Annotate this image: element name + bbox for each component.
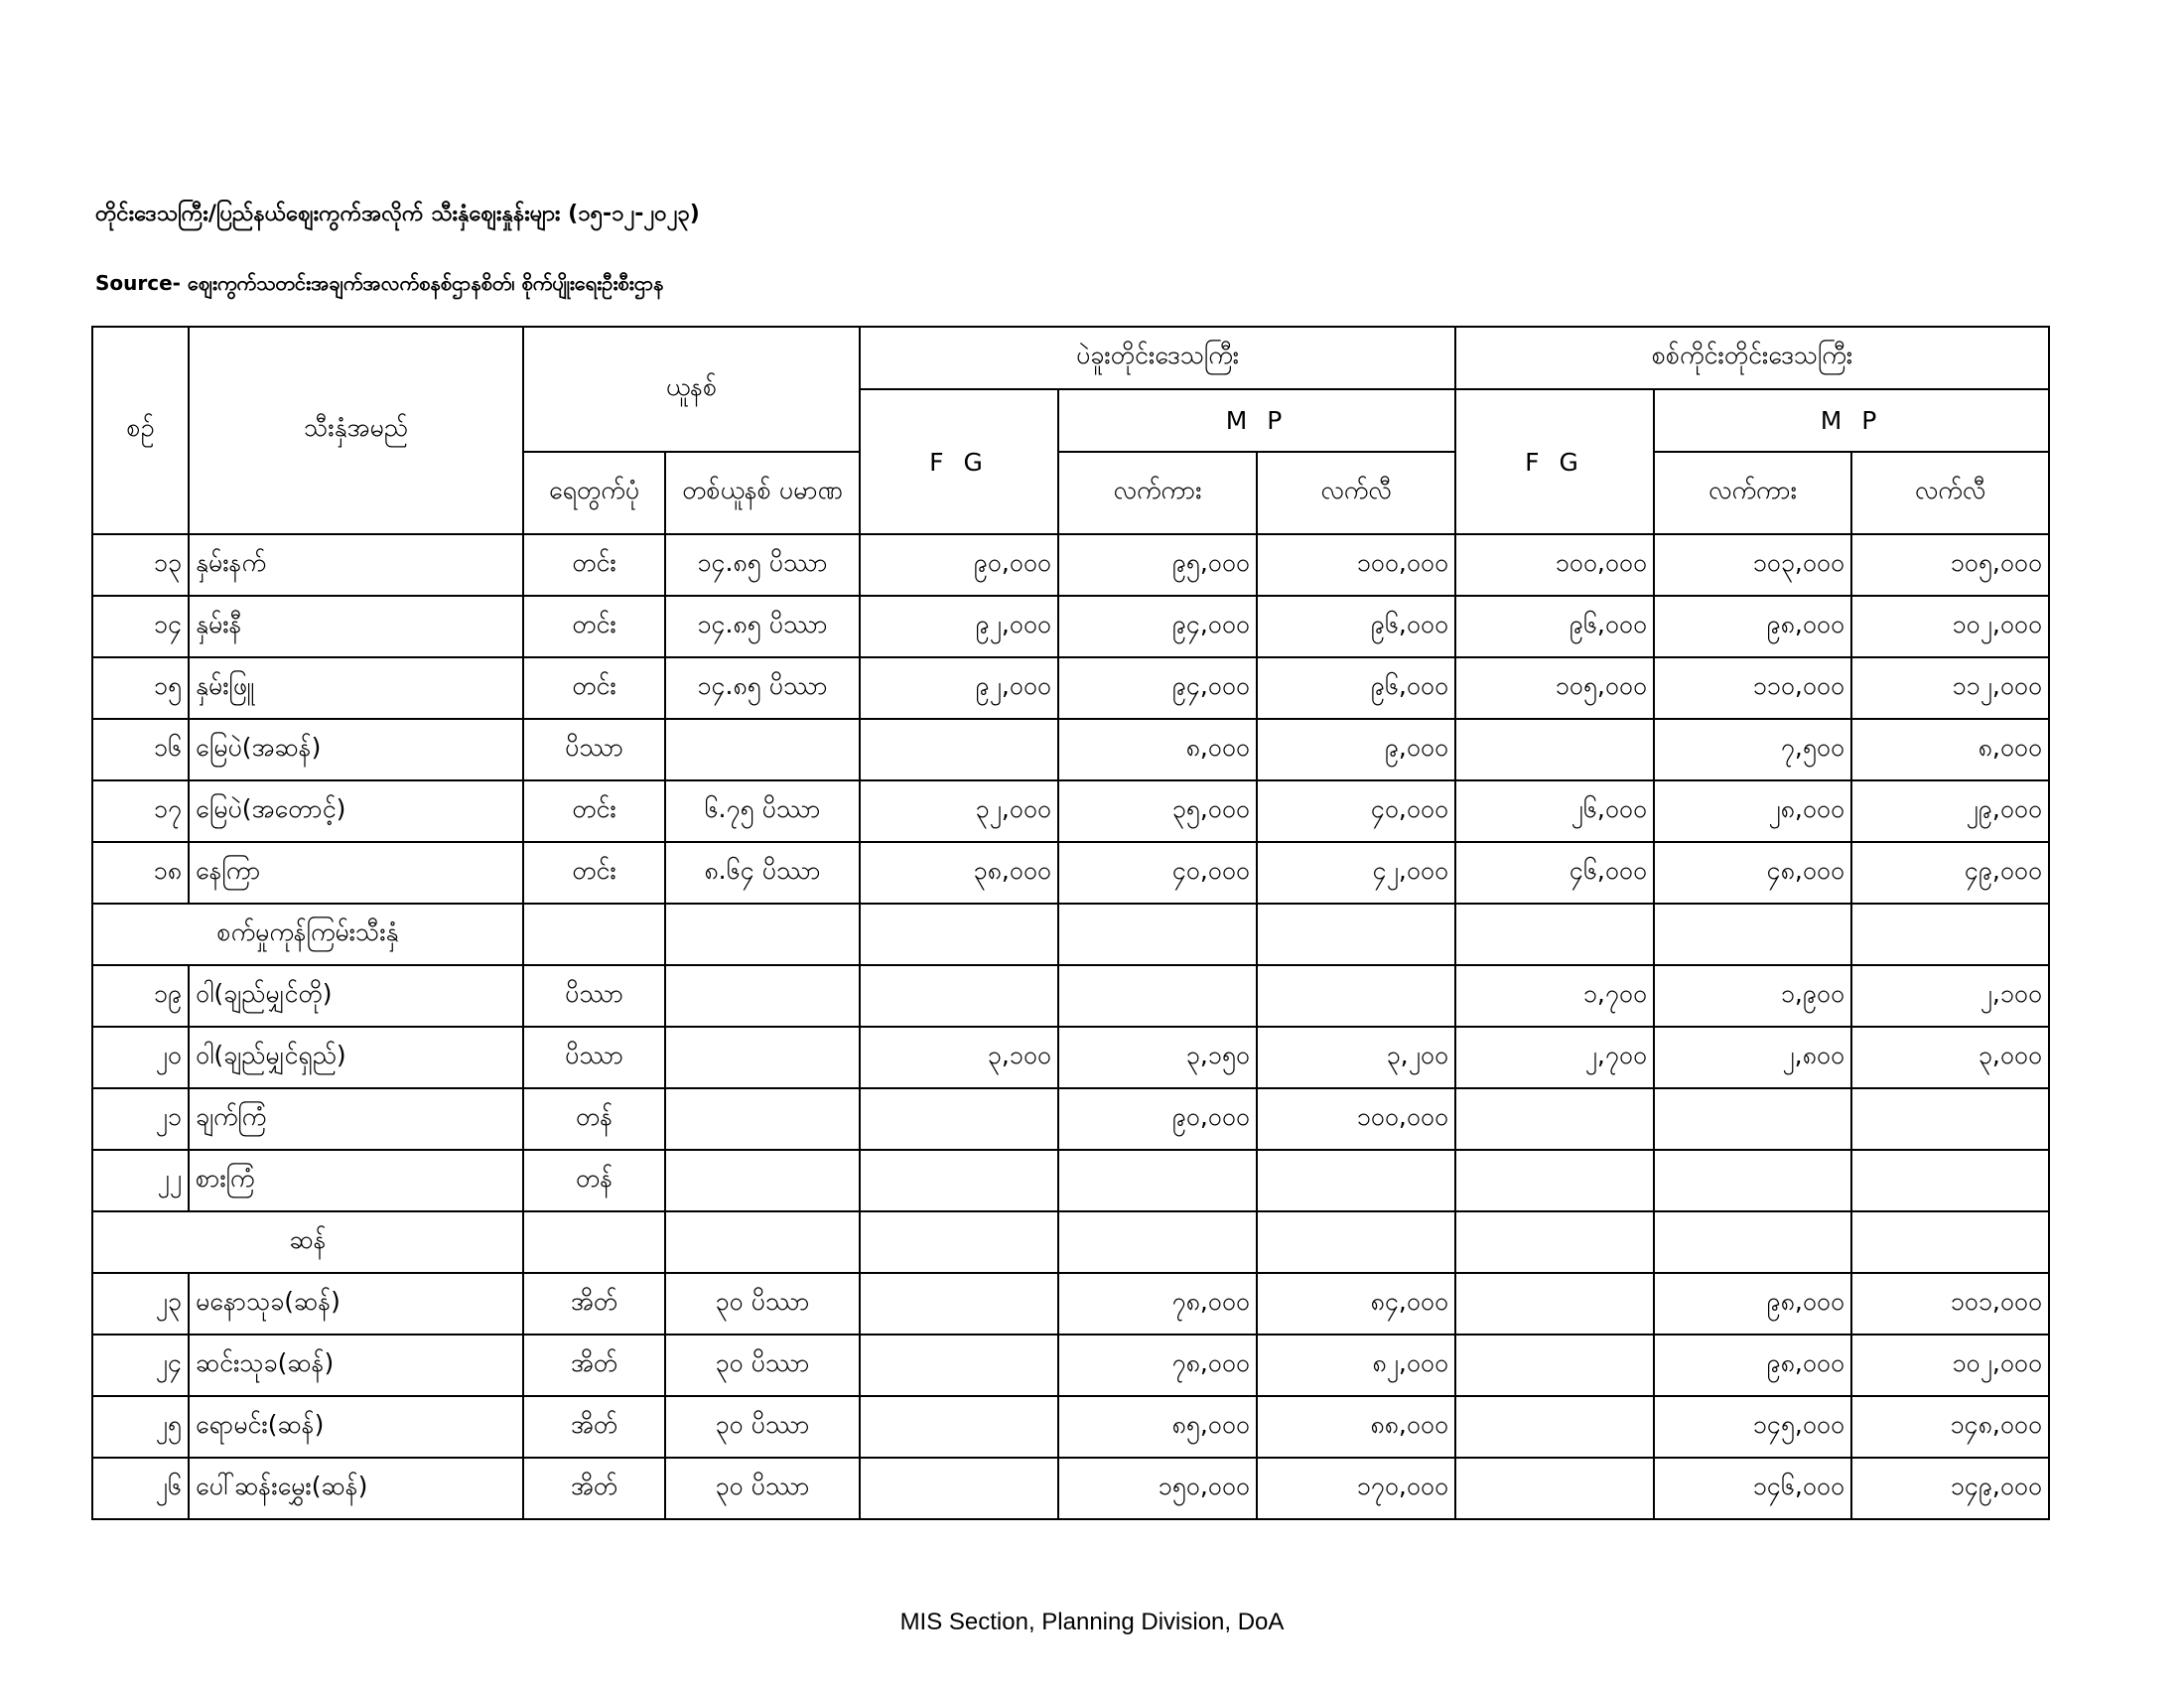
cell-region2-fg: ၂,၇၀၀ [1455,1027,1654,1088]
cell-region2-mp-retail [1851,1150,2049,1211]
cell-local-unit: ပိဿာ [523,965,665,1027]
cell-region1-mp-wholesale [1058,965,1257,1027]
header-retail-region2: လက်လီ [1851,452,2049,534]
cell-region2-fg: ၁,၇၀၀ [1455,965,1654,1027]
cell-local-unit: တန် [523,1088,665,1150]
cell-region1-mp-wholesale: ၉၀,၀၀၀ [1058,1088,1257,1150]
section-title: ဆန် [92,1211,523,1273]
cell-region1-fg [860,1150,1058,1211]
cell-no: ၂၅ [92,1396,189,1458]
cell-region2-mp-wholesale [1654,1150,1851,1211]
cell-region1-fg [860,1335,1058,1396]
cell-region2-mp-wholesale: ၇,၅၀၀ [1654,719,1851,780]
table-row [92,1458,2049,1519]
cell-local-unit: တင်း [523,596,665,657]
cell-local-unit: တင်း [523,780,665,842]
cell-region1-mp-retail: ၉၆,၀၀၀ [1257,657,1455,719]
table-row [92,1027,2049,1088]
empty-cell [1058,1211,1257,1273]
empty-cell [1654,904,1851,965]
cell-region1-fg: ၉၂,၀၀၀ [860,657,1058,719]
cell-unit-volume [665,719,860,780]
cell-region2-mp-retail: ၁၄၉,၀၀၀ [1851,1458,2049,1519]
cell-crop-name: ချက်ကြံ [189,1088,523,1150]
cell-region2-fg [1455,1150,1654,1211]
cell-region2-fg [1455,1396,1654,1458]
cell-region1-mp-wholesale: ၉၅,၀၀၀ [1058,534,1257,596]
cell-local-unit: အိတ် [523,1396,665,1458]
cell-region1-fg: ၃,၁၀၀ [860,1027,1058,1088]
cell-no: ၂၂ [92,1150,189,1211]
table-row [92,1396,2049,1458]
cell-region1-fg: ၉၂,၀၀၀ [860,596,1058,657]
cell-region2-mp-wholesale: ၁၄၅,၀၀၀ [1654,1396,1851,1458]
empty-cell [1455,1211,1654,1273]
section-row [92,904,2049,965]
table-row [92,780,2049,842]
cell-unit-volume: ၆.၇၅ ပိဿာ [665,780,860,842]
cell-crop-name: နှမ်းဖြူ [189,657,523,719]
table-row [92,1335,2049,1396]
header-fg-region2: F G [1455,389,1654,534]
cell-region2-mp-wholesale: ၂၈,၀၀၀ [1654,780,1851,842]
table-row [92,842,2049,904]
cell-crop-name: ဝါ(ချည်မျှင်တို) [189,965,523,1027]
cell-region1-fg: ၃၂,၀၀၀ [860,780,1058,842]
source-line: Source- ဈေးကွက်သတင်းအချက်အလက်စနစ်ဌာနစိတ်၊ စိုက်ပျိုးရေးဦးစီးဌာန [95,271,664,295]
cell-region1-mp-retail [1257,1150,1455,1211]
cell-crop-name: ဝါ(ချည်မျှင်ရှည်) [189,1027,523,1088]
cell-crop-name: မနောသုခ(ဆန်) [189,1273,523,1335]
cell-no: ၁၉ [92,965,189,1027]
header-region-sagaing: စစ်ကိုင်းတိုင်းဒေသကြီး [1455,327,2049,389]
section-row [92,1211,2049,1273]
cell-region1-fg [860,965,1058,1027]
cell-no: ၁၄ [92,596,189,657]
cell-region1-mp-retail [1257,965,1455,1027]
cell-unit-volume: ၁၄.၈၅ ပိဿာ [665,534,860,596]
cell-region1-mp-retail: ၈၈,၀၀၀ [1257,1396,1455,1458]
cell-region1-mp-wholesale [1058,1150,1257,1211]
empty-cell [1257,1211,1455,1273]
cell-region2-mp-wholesale: ၄၈,၀၀၀ [1654,842,1851,904]
empty-cell [860,904,1058,965]
cell-no: ၂၃ [92,1273,189,1335]
table-body [92,534,2049,1519]
empty-cell [665,1211,860,1273]
cell-crop-name: နေကြာ [189,842,523,904]
header-no: စဉ် [92,327,189,534]
cell-region1-mp-retail: ၉,၀၀၀ [1257,719,1455,780]
cell-region2-mp-wholesale: ၉၈,၀၀၀ [1654,1273,1851,1335]
cell-region2-mp-retail: ၁၀၂,၀၀၀ [1851,596,2049,657]
cell-region1-mp-retail: ၁၀၀,၀၀၀ [1257,534,1455,596]
cell-unit-volume [665,1150,860,1211]
cell-region2-fg: ၄၆,၀၀၀ [1455,842,1654,904]
cell-region1-mp-retail: ၄၀,၀၀၀ [1257,780,1455,842]
table-row [92,965,2049,1027]
empty-cell [523,1211,665,1273]
cell-region2-mp-wholesale: ၁၀၃,၀၀၀ [1654,534,1851,596]
cell-no: ၂၁ [92,1088,189,1150]
cell-region2-mp-retail: ၁၀၁,၀၀၀ [1851,1273,2049,1335]
cell-local-unit: တင်း [523,534,665,596]
cell-region1-mp-wholesale: ၇၈,၀၀၀ [1058,1273,1257,1335]
cell-region2-mp-wholesale: ၂,၈၀၀ [1654,1027,1851,1088]
cell-no: ၂၆ [92,1458,189,1519]
cell-region2-mp-wholesale: ၁,၉၀၀ [1654,965,1851,1027]
section-title: စက်မှုကုန်ကြမ်းသီးနှံ [92,904,523,965]
cell-crop-name: မြေပဲ(အဆန်) [189,719,523,780]
cell-unit-volume: ၈.၆၄ ပိဿာ [665,842,860,904]
cell-region1-mp-wholesale: ၁၅၀,၀၀၀ [1058,1458,1257,1519]
cell-region2-mp-wholesale: ၁၄၆,၀၀၀ [1654,1458,1851,1519]
header-unit: ယူနစ် [523,327,860,452]
header-region-bago: ပဲခူးတိုင်းဒေသကြီး [860,327,1455,389]
empty-cell [1851,904,2049,965]
cell-crop-name: စားကြံ [189,1150,523,1211]
cell-region1-fg: ၃၈,၀၀၀ [860,842,1058,904]
table-row [92,657,2049,719]
header-mp-region1: M P [1058,389,1455,452]
cell-local-unit: ပိဿာ [523,719,665,780]
header-wholesale-region1: လက်ကား [1058,452,1257,534]
table-row [92,1273,2049,1335]
cell-no: ၂၀ [92,1027,189,1088]
cell-unit-volume: ၁၄.၈၅ ပိဿာ [665,657,860,719]
cell-region1-mp-wholesale: ၉၄,၀၀၀ [1058,657,1257,719]
cell-region1-mp-wholesale: ၃,၁၅၀ [1058,1027,1257,1088]
empty-cell [860,1211,1058,1273]
table-row [92,719,2049,780]
cell-region2-fg [1455,1458,1654,1519]
cell-region2-mp-retail [1851,1088,2049,1150]
cell-region1-fg [860,1396,1058,1458]
cell-region1-mp-retail: ၁၇၀,၀၀၀ [1257,1458,1455,1519]
cell-crop-name: နှမ်းနီ [189,596,523,657]
cell-region1-mp-wholesale: ၉၄,၀၀၀ [1058,596,1257,657]
cell-region2-fg: ၂၆,၀၀၀ [1455,780,1654,842]
page-title: တိုင်းဒေသကြီး/ပြည်နယ်ဈေးကွက်အလိုက် သီးနှံဈေးနှုန်းများ (၁၅-၁၂-၂၀၂၃) [95,202,700,226]
cell-no: ၁၅ [92,657,189,719]
cell-region2-fg [1455,719,1654,780]
cell-no: ၁၆ [92,719,189,780]
cell-unit-volume [665,965,860,1027]
table-row [92,534,2049,596]
cell-crop-name: နှမ်းနက် [189,534,523,596]
table-row [92,1088,2049,1150]
cell-region2-mp-retail: ၃,၀၀၀ [1851,1027,2049,1088]
cell-region1-mp-retail: ၁၀၀,၀၀၀ [1257,1088,1455,1150]
empty-cell [523,904,665,965]
cell-local-unit: တင်း [523,842,665,904]
cell-region1-mp-retail: ၈၄,၀၀၀ [1257,1273,1455,1335]
cell-no: ၁၈ [92,842,189,904]
header-wholesale-region2: လက်ကား [1654,452,1851,534]
empty-cell [1455,904,1654,965]
cell-crop-name: မြေပဲ(အတောင့်) [189,780,523,842]
cell-region1-mp-wholesale: ၇၈,၀၀၀ [1058,1335,1257,1396]
cell-unit-volume: ၃၀ ပိဿာ [665,1335,860,1396]
cell-region2-mp-wholesale: ၉၈,၀၀၀ [1654,1335,1851,1396]
cell-region2-mp-retail: ၈,၀၀၀ [1851,719,2049,780]
cell-region1-mp-wholesale: ၃၅,၀၀၀ [1058,780,1257,842]
cell-unit-volume: ၁၄.၈၅ ပိဿာ [665,596,860,657]
cell-crop-name: ရောမင်း(ဆန်) [189,1396,523,1458]
cell-local-unit: တန် [523,1150,665,1211]
cell-region1-fg [860,1458,1058,1519]
header-crop-name: သီးနှံအမည် [189,327,523,534]
cell-region2-mp-retail: ၁၁၂,၀၀၀ [1851,657,2049,719]
cell-region2-fg: ၁၀၀,၀၀၀ [1455,534,1654,596]
cell-region2-mp-retail: ၂,၁၀၀ [1851,965,2049,1027]
cell-region2-mp-retail: ၁၀၂,၀၀၀ [1851,1335,2049,1396]
footer: MIS Section, Planning Division, DoA [899,1609,1285,1635]
empty-cell [1851,1211,2049,1273]
header-unit-volume: တစ်ယူနစ် ပမာဏ [665,452,860,534]
table-row [92,596,2049,657]
cell-region2-mp-wholesale: ၁၁၀,၀၀၀ [1654,657,1851,719]
cell-region1-mp-wholesale: ၄၀,၀၀၀ [1058,842,1257,904]
cell-no: ၂၄ [92,1335,189,1396]
cell-region1-fg [860,1088,1058,1150]
cell-region2-fg [1455,1088,1654,1150]
cell-no: ၁၇ [92,780,189,842]
cell-region2-mp-retail: ၄၉,၀၀၀ [1851,842,2049,904]
cell-region1-mp-wholesale: ၈၅,၀၀၀ [1058,1396,1257,1458]
cell-crop-name: ပေါ်ဆန်းမွှေး(ဆန်) [189,1458,523,1519]
cell-region1-mp-retail: ၉၆,၀၀၀ [1257,596,1455,657]
cell-local-unit: တင်း [523,657,665,719]
header-retail-region1: လက်လီ [1257,452,1455,534]
cell-region2-mp-wholesale [1654,1088,1851,1150]
cell-region2-mp-retail: ၁၀၅,၀၀၀ [1851,534,2049,596]
cell-local-unit: အိတ် [523,1273,665,1335]
cell-region2-mp-retail: ၁၄၈,၀၀၀ [1851,1396,2049,1458]
header-mp-region2: M P [1654,389,2049,452]
cell-local-unit: ပိဿာ [523,1027,665,1088]
cell-local-unit: အိတ် [523,1335,665,1396]
cell-region2-mp-retail: ၂၉,၀၀၀ [1851,780,2049,842]
empty-cell [1654,1211,1851,1273]
cell-region2-fg: ၉၆,၀၀၀ [1455,596,1654,657]
cell-region1-fg [860,1273,1058,1335]
cell-region1-mp-retail: ၃,၂၀၀ [1257,1027,1455,1088]
cell-region1-fg: ၉၀,၀၀၀ [860,534,1058,596]
cell-unit-volume: ၃၀ ပိဿာ [665,1458,860,1519]
cell-crop-name: ဆင်းသုခ(ဆန်) [189,1335,523,1396]
empty-cell [1257,904,1455,965]
cell-unit-volume: ၃၀ ပိဿာ [665,1396,860,1458]
header-local-unit: ရေတွက်ပုံ [523,452,665,534]
cell-region2-fg: ၁၀၅,၀၀၀ [1455,657,1654,719]
empty-cell [665,904,860,965]
cell-region2-mp-wholesale: ၉၈,၀၀၀ [1654,596,1851,657]
cell-region1-mp-retail: ၄၂,၀၀၀ [1257,842,1455,904]
cell-no: ၁၃ [92,534,189,596]
cell-unit-volume [665,1027,860,1088]
cell-region1-mp-retail: ၈၂,၀၀၀ [1257,1335,1455,1396]
header-fg-region1: F G [860,389,1058,534]
cell-local-unit: အိတ် [523,1458,665,1519]
cell-unit-volume: ၃၀ ပိဿာ [665,1273,860,1335]
cell-region2-fg [1455,1335,1654,1396]
cell-region2-fg [1455,1273,1654,1335]
cell-region1-fg [860,719,1058,780]
table-row [92,1150,2049,1211]
cell-region1-mp-wholesale: ၈,၀၀၀ [1058,719,1257,780]
cell-unit-volume [665,1088,860,1150]
price-table [91,326,2050,1520]
empty-cell [1058,904,1257,965]
